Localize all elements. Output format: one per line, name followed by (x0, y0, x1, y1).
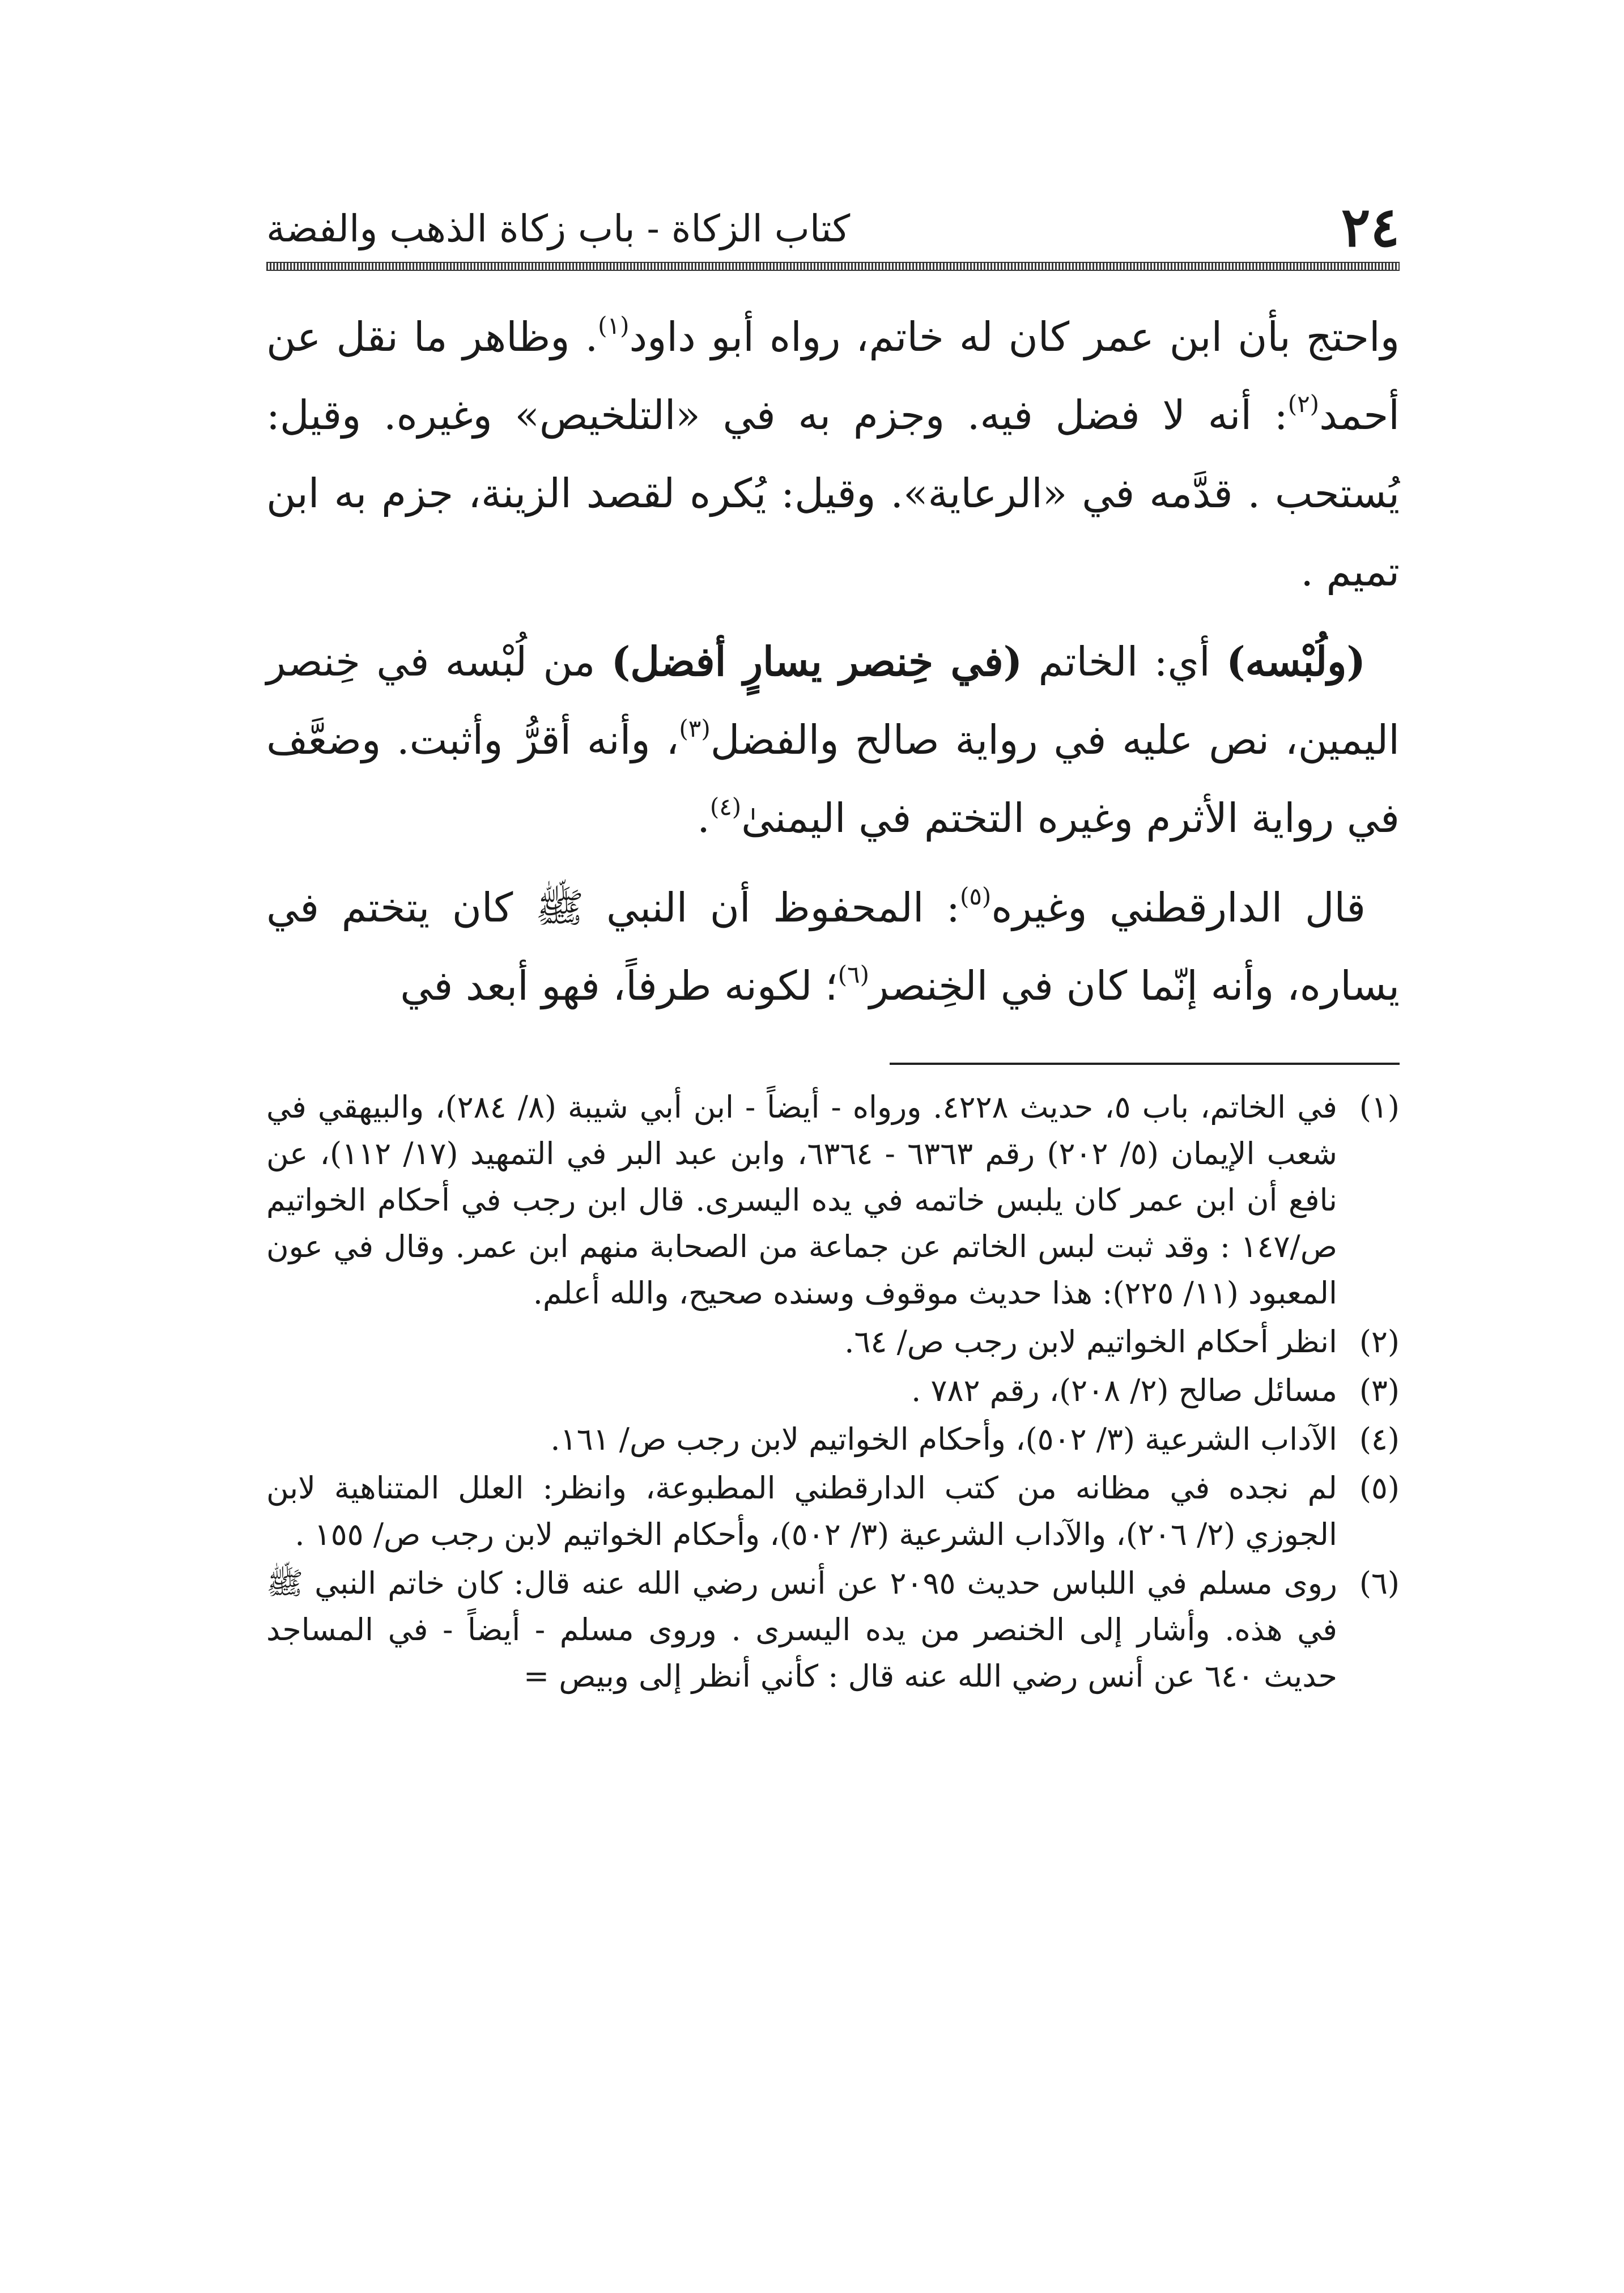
footnote-number: (١) (1359, 1089, 1400, 1125)
footnote-separator (890, 1063, 1400, 1065)
footnote-text: روى مسلم في اللباس حديث ٢٠٩٥ عن أنس رضي الله عنه قال: كان خاتم النبي ﷺ في هذه. وأشار إلى الخنصر من يده اليسرى . وروى مسلم - أيضاً - في المساجد حديث ٦٤٠ عن أنس رضي الله عنه قال : كأني أنظر إلى وبيص = (266, 1565, 1337, 1694)
paragraph-1 (266, 298, 1400, 611)
text-run: : المحفوظ أن النبي ﷺ كان يتختم في يساره، وأنه إنّما كان في الخِنصر (266, 884, 1400, 1009)
footnote-ref-2: (٢) (1287, 390, 1320, 418)
footnote-ref-3: (٣) (679, 715, 711, 742)
footnote-number: (٥) (1359, 1470, 1400, 1506)
footnote-ref-5: (٥) (959, 882, 992, 910)
footnote-ref-6: (٦) (837, 961, 869, 988)
text-run: . (697, 795, 710, 842)
text-run: ، وأنه أقرُّ وأثبت. وضعَّف في رواية الأثرم وغيره التختم في اليمنىٰ (266, 716, 1400, 842)
text-run: واحتج بأن ابن عمر كان له خاتم، رواه أبو داود (629, 313, 1400, 360)
footnote-text: الآداب الشرعية (٣/ ٥٠٢)، وأحكام الخواتيم لابن رجب ص/ ١٦١. (550, 1421, 1337, 1457)
footnote-2 (266, 1319, 1400, 1365)
text-run: . وظاهر ما نقل عن أحمد (266, 313, 1400, 439)
footnote-text: في الخاتم، باب ٥، حديث ٤٢٢٨. ورواه - أيضاً - ابن أبي شيبة (٨/ ٢٨٤)، والبيهقي في شعب الإيمان (٥/ ٢٠٢) رقم ٦٣٦٣ - ٦٣٦٤، وابن عبد البر في التمهيد (١٧/ ١١٢)، عن نافع أن ابن عمر كان يلبس خاتمه في يده اليسرى. قال ابن رجب في أحكام الخواتيم ص/١٤٧ : وقد ثبت لبس الخاتم عن جماعة من الصحابة منهم ابن عمر. وقال في عون المعبود (١١/ ٢٢٥): هذا حديث موقوف وسنده صحيح، والله أعلم. (266, 1089, 1337, 1311)
footnote-4 (266, 1416, 1400, 1463)
page-number: ٢٤ (1341, 195, 1400, 259)
header-rule (266, 262, 1400, 271)
footnote-number: (٦) (1359, 1565, 1400, 1601)
text-run: ؛ لكونه طرفاً، فهو أبعد في (400, 962, 838, 1009)
footnote-6 (266, 1560, 1400, 1700)
footnote-ref-1: (١) (598, 312, 630, 339)
matn-text: (ولُبْسه) (1226, 638, 1366, 685)
matn-text: (في خِنصر يسارٍ أفضل) (611, 638, 1023, 685)
paragraph-2 (266, 622, 1400, 857)
running-title: كتاب الزكاة - باب زكاة الذهب والفضة (266, 207, 851, 250)
book-page (266, 193, 1400, 1702)
footnote-number: (٣) (1359, 1373, 1400, 1408)
footnote-number: (٤) (1359, 1421, 1400, 1457)
footnote-3 (266, 1368, 1400, 1414)
text-run: من لُبْسه في خِنصر اليمين، نص عليه في رواية صالح والفضل (266, 638, 1400, 763)
text-run: : أنه لا فضل فيه. وجزم به في «التلخيص» وغيره. وقيل: يُستحب . قدَّمه في «الرعاية». وقيل: يُكره لقصد الزينة، جزم به ابن تميم . (266, 392, 1400, 595)
footnote-text: مسائل صالح (٢/ ٢٠٨)، رقم ٧٨٢ . (911, 1373, 1337, 1408)
footnote-1 (266, 1084, 1400, 1317)
running-header (266, 193, 1400, 261)
paragraph-3 (266, 869, 1400, 1025)
text-run: أي: الخاتم (1022, 638, 1227, 685)
main-text (266, 298, 1400, 1025)
footnote-5 (266, 1465, 1400, 1558)
footnotes (266, 1084, 1400, 1700)
footnote-text: انظر أحكام الخواتيم لابن رجب ص/ ٦٤. (844, 1324, 1337, 1360)
footnote-number: (٢) (1359, 1324, 1400, 1360)
footnote-ref-4: (٤) (709, 793, 742, 821)
text-run: قال الدارقطني وغيره (991, 884, 1366, 931)
footnote-text: لم نجده في مظانه من كتب الدارقطني المطبوعة، وانظر: العلل المتناهية لابن الجوزي (٢/ ٢٠٦)، والآداب الشرعية (٣/ ٥٠٢)، وأحكام الخواتيم لابن رجب ص/ ١٥٥ . (266, 1470, 1337, 1552)
